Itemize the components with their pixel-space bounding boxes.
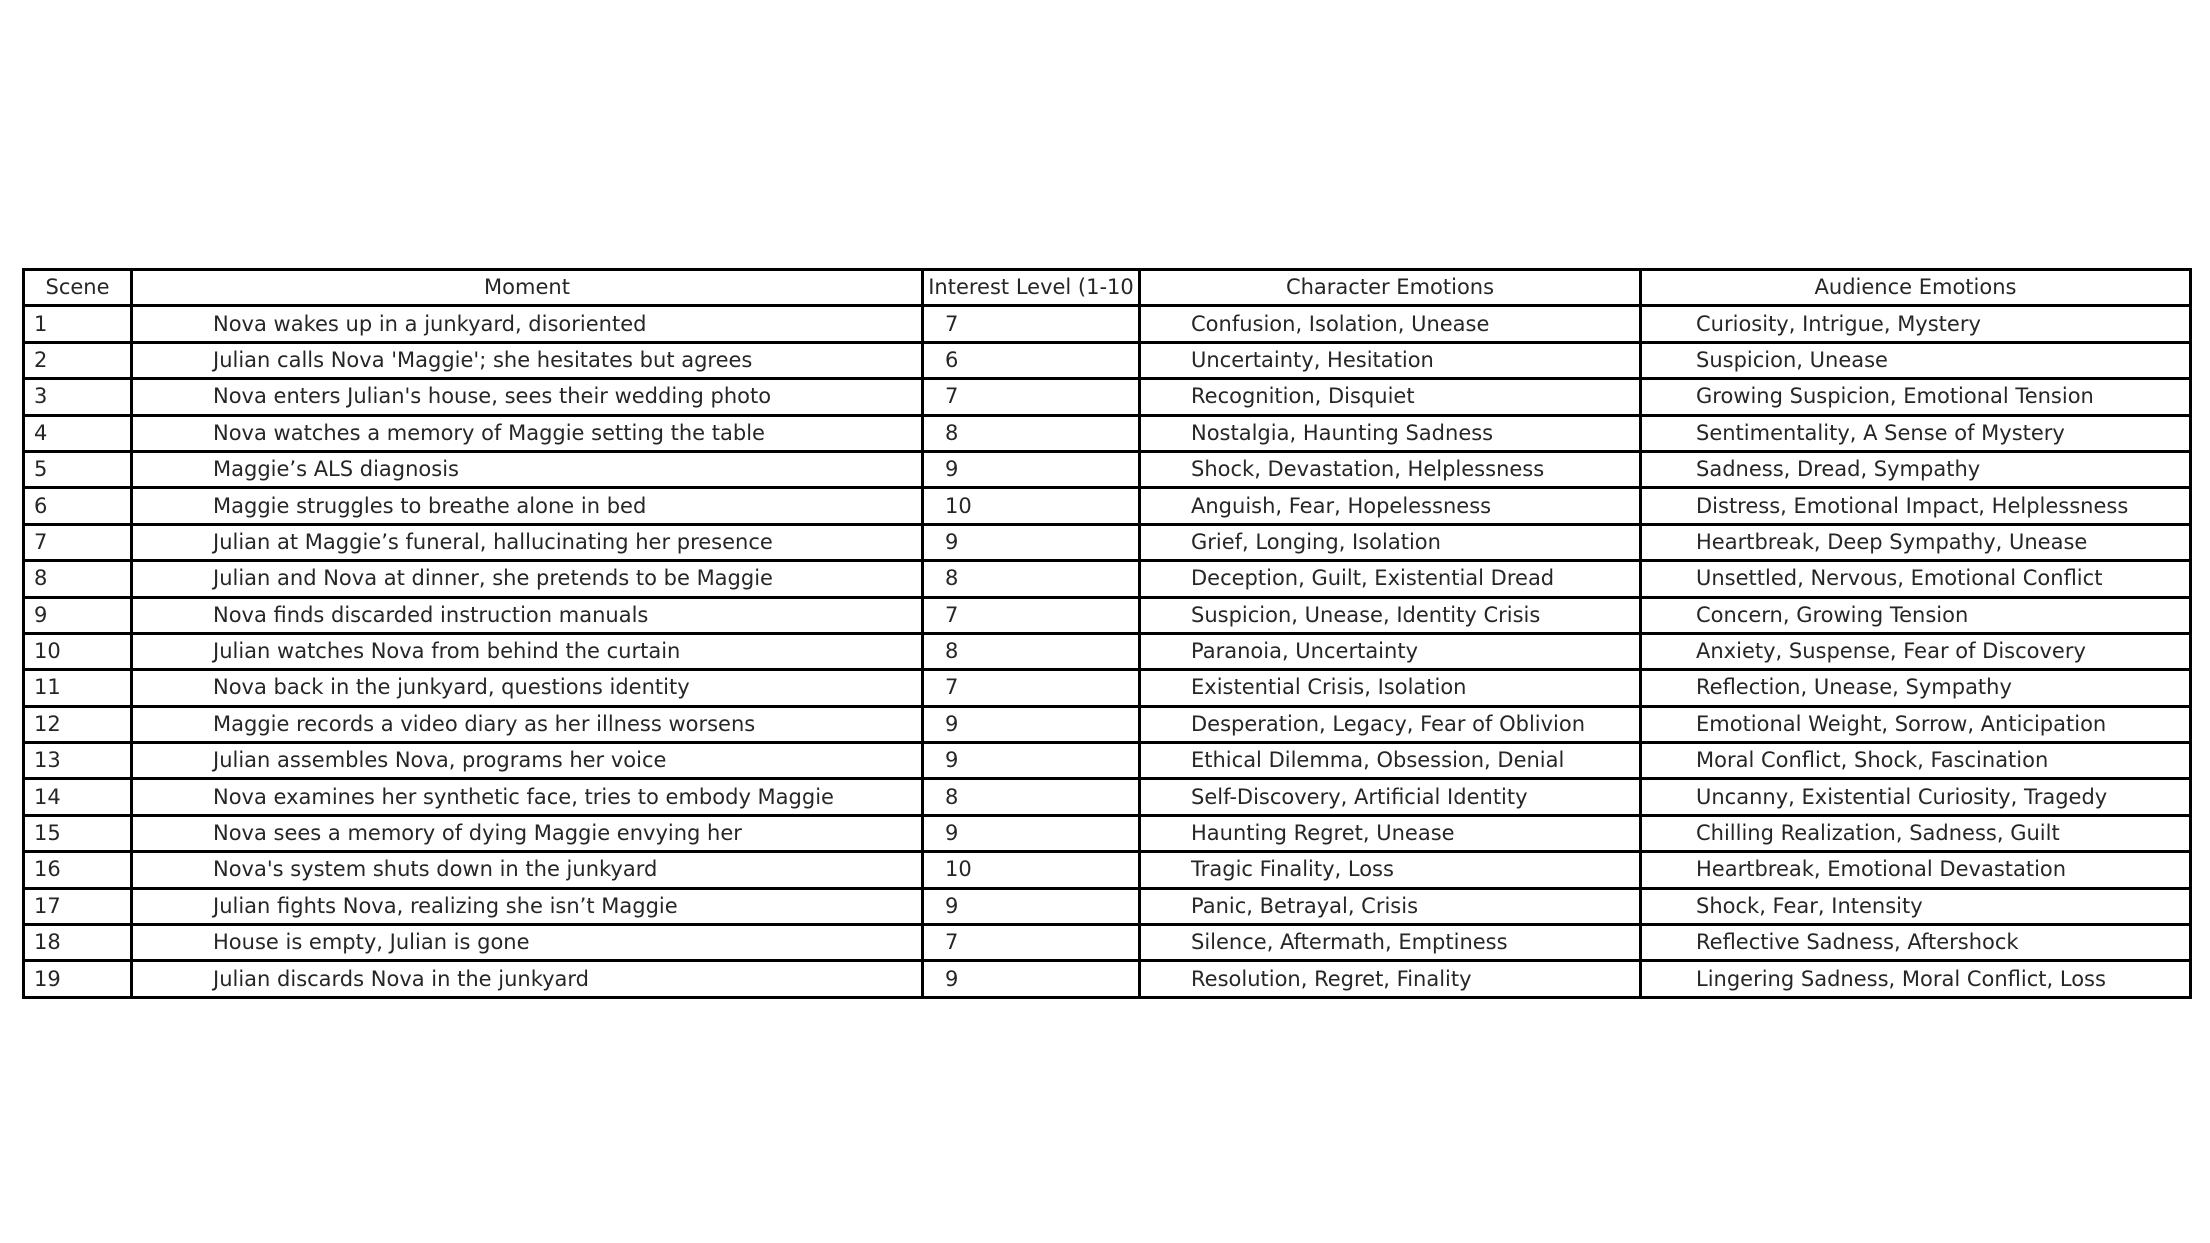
cell-scene: 16 bbox=[24, 852, 132, 888]
cell-character-emotions: Anguish, Fear, Hopelessness bbox=[1140, 488, 1641, 524]
table-row bbox=[24, 415, 2191, 451]
cell-audience-emotions: Sentimentality, A Sense of Mystery bbox=[1641, 415, 2191, 451]
table-row bbox=[24, 706, 2191, 742]
table-row bbox=[24, 451, 2191, 487]
cell-audience-emotions: Emotional Weight, Sorrow, Anticipation bbox=[1641, 706, 2191, 742]
cell-scene: 4 bbox=[24, 415, 132, 451]
cell-scene: 5 bbox=[24, 451, 132, 487]
table-row bbox=[24, 633, 2191, 669]
cell-moment: Nova back in the junkyard, questions identity bbox=[132, 670, 923, 706]
table-row bbox=[24, 888, 2191, 924]
cell-character-emotions: Shock, Devastation, Helplessness bbox=[1140, 451, 1641, 487]
table-row bbox=[24, 306, 2191, 342]
cell-interest-level: 9 bbox=[923, 888, 1140, 924]
cell-moment: Nova sees a memory of dying Maggie envying her bbox=[132, 815, 923, 851]
cell-interest-level: 7 bbox=[923, 597, 1140, 633]
cell-audience-emotions: Moral Conflict, Shock, Fascination bbox=[1641, 743, 2191, 779]
table-row bbox=[24, 961, 2191, 997]
cell-scene: 13 bbox=[24, 743, 132, 779]
cell-interest-level: 9 bbox=[923, 451, 1140, 487]
table-header bbox=[24, 270, 2191, 306]
table-row bbox=[24, 779, 2191, 815]
cell-character-emotions: Ethical Dilemma, Obsession, Denial bbox=[1140, 743, 1641, 779]
cell-audience-emotions: Anxiety, Suspense, Fear of Discovery bbox=[1641, 633, 2191, 669]
cell-scene: 9 bbox=[24, 597, 132, 633]
cell-scene: 2 bbox=[24, 342, 132, 378]
cell-moment: Maggie’s ALS diagnosis bbox=[132, 451, 923, 487]
cell-interest-level: 8 bbox=[923, 415, 1140, 451]
cell-character-emotions: Haunting Regret, Unease bbox=[1140, 815, 1641, 851]
cell-character-emotions: Resolution, Regret, Finality bbox=[1140, 961, 1641, 997]
cell-moment: Julian at Maggie’s funeral, hallucinating her presence bbox=[132, 524, 923, 560]
cell-moment: Julian fights Nova, realizing she isn’t Maggie bbox=[132, 888, 923, 924]
cell-scene: 17 bbox=[24, 888, 132, 924]
cell-character-emotions: Desperation, Legacy, Fear of Oblivion bbox=[1140, 706, 1641, 742]
cell-interest-level: 8 bbox=[923, 561, 1140, 597]
cell-interest-level: 7 bbox=[923, 670, 1140, 706]
cell-audience-emotions: Heartbreak, Deep Sympathy, Unease bbox=[1641, 524, 2191, 560]
cell-character-emotions: Paranoia, Uncertainty bbox=[1140, 633, 1641, 669]
cell-character-emotions: Panic, Betrayal, Crisis bbox=[1140, 888, 1641, 924]
cell-scene: 1 bbox=[24, 306, 132, 342]
cell-scene: 12 bbox=[24, 706, 132, 742]
header-character-emotions: Character Emotions bbox=[1140, 270, 1641, 306]
cell-scene: 18 bbox=[24, 925, 132, 961]
cell-scene: 10 bbox=[24, 633, 132, 669]
cell-character-emotions: Self-Discovery, Artificial Identity bbox=[1140, 779, 1641, 815]
cell-character-emotions: Silence, Aftermath, Emptiness bbox=[1140, 925, 1641, 961]
cell-interest-level: 9 bbox=[923, 524, 1140, 560]
cell-moment: Nova examines her synthetic face, tries to embody Maggie bbox=[132, 779, 923, 815]
table-body bbox=[24, 306, 2191, 997]
header-audience-emotions: Audience Emotions bbox=[1641, 270, 2191, 306]
table-row bbox=[24, 743, 2191, 779]
table-row bbox=[24, 670, 2191, 706]
cell-character-emotions: Confusion, Isolation, Unease bbox=[1140, 306, 1641, 342]
table-row bbox=[24, 597, 2191, 633]
cell-audience-emotions: Suspicion, Unease bbox=[1641, 342, 2191, 378]
table-row bbox=[24, 852, 2191, 888]
cell-moment: Julian discards Nova in the junkyard bbox=[132, 961, 923, 997]
cell-audience-emotions: Sadness, Dread, Sympathy bbox=[1641, 451, 2191, 487]
cell-audience-emotions: Reflective Sadness, Aftershock bbox=[1641, 925, 2191, 961]
cell-interest-level: 8 bbox=[923, 779, 1140, 815]
table-row bbox=[24, 379, 2191, 415]
table-row bbox=[24, 488, 2191, 524]
cell-scene: 6 bbox=[24, 488, 132, 524]
cell-character-emotions: Tragic Finality, Loss bbox=[1140, 852, 1641, 888]
cell-interest-level: 10 bbox=[923, 852, 1140, 888]
cell-scene: 11 bbox=[24, 670, 132, 706]
cell-audience-emotions: Growing Suspicion, Emotional Tension bbox=[1641, 379, 2191, 415]
cell-scene: 7 bbox=[24, 524, 132, 560]
cell-audience-emotions: Reflection, Unease, Sympathy bbox=[1641, 670, 2191, 706]
cell-interest-level: 9 bbox=[923, 706, 1140, 742]
cell-interest-level: 7 bbox=[923, 925, 1140, 961]
cell-interest-level: 8 bbox=[923, 633, 1140, 669]
scene-table bbox=[22, 268, 2192, 999]
cell-moment: Nova watches a memory of Maggie setting the table bbox=[132, 415, 923, 451]
cell-character-emotions: Grief, Longing, Isolation bbox=[1140, 524, 1641, 560]
cell-moment: House is empty, Julian is gone bbox=[132, 925, 923, 961]
table-row bbox=[24, 561, 2191, 597]
cell-character-emotions: Recognition, Disquiet bbox=[1140, 379, 1641, 415]
cell-audience-emotions: Shock, Fear, Intensity bbox=[1641, 888, 2191, 924]
cell-scene: 3 bbox=[24, 379, 132, 415]
cell-audience-emotions: Heartbreak, Emotional Devastation bbox=[1641, 852, 2191, 888]
cell-character-emotions: Existential Crisis, Isolation bbox=[1140, 670, 1641, 706]
cell-interest-level: 10 bbox=[923, 488, 1140, 524]
table-row bbox=[24, 815, 2191, 851]
cell-moment: Maggie struggles to breathe alone in bed bbox=[132, 488, 923, 524]
cell-scene: 15 bbox=[24, 815, 132, 851]
cell-moment: Nova enters Julian's house, sees their wedding photo bbox=[132, 379, 923, 415]
table-row bbox=[24, 925, 2191, 961]
cell-interest-level: 9 bbox=[923, 961, 1140, 997]
cell-moment: Nova's system shuts down in the junkyard bbox=[132, 852, 923, 888]
cell-audience-emotions: Chilling Realization, Sadness, Guilt bbox=[1641, 815, 2191, 851]
table-row bbox=[24, 524, 2191, 560]
cell-moment: Julian assembles Nova, programs her voice bbox=[132, 743, 923, 779]
cell-scene: 8 bbox=[24, 561, 132, 597]
cell-moment: Nova finds discarded instruction manuals bbox=[132, 597, 923, 633]
cell-moment: Julian calls Nova 'Maggie'; she hesitates but agrees bbox=[132, 342, 923, 378]
cell-audience-emotions: Curiosity, Intrigue, Mystery bbox=[1641, 306, 2191, 342]
cell-audience-emotions: Uncanny, Existential Curiosity, Tragedy bbox=[1641, 779, 2191, 815]
cell-audience-emotions: Distress, Emotional Impact, Helplessness bbox=[1641, 488, 2191, 524]
cell-character-emotions: Suspicion, Unease, Identity Crisis bbox=[1140, 597, 1641, 633]
cell-moment: Julian and Nova at dinner, she pretends to be Maggie bbox=[132, 561, 923, 597]
cell-audience-emotions: Concern, Growing Tension bbox=[1641, 597, 2191, 633]
cell-interest-level: 7 bbox=[923, 306, 1140, 342]
cell-interest-level: 9 bbox=[923, 815, 1140, 851]
cell-interest-level: 9 bbox=[923, 743, 1140, 779]
cell-character-emotions: Deception, Guilt, Existential Dread bbox=[1140, 561, 1641, 597]
cell-moment: Nova wakes up in a junkyard, disoriented bbox=[132, 306, 923, 342]
cell-scene: 19 bbox=[24, 961, 132, 997]
header-interest-level: Interest Level (1-10 bbox=[923, 270, 1140, 306]
cell-moment: Maggie records a video diary as her illness worsens bbox=[132, 706, 923, 742]
cell-audience-emotions: Unsettled, Nervous, Emotional Conflict bbox=[1641, 561, 2191, 597]
cell-scene: 14 bbox=[24, 779, 132, 815]
table-row bbox=[24, 342, 2191, 378]
cell-character-emotions: Nostalgia, Haunting Sadness bbox=[1140, 415, 1641, 451]
header-moment: Moment bbox=[132, 270, 923, 306]
cell-audience-emotions: Lingering Sadness, Moral Conflict, Loss bbox=[1641, 961, 2191, 997]
scene-table-container bbox=[22, 268, 2189, 999]
header-row bbox=[24, 270, 2191, 306]
cell-moment: Julian watches Nova from behind the curtain bbox=[132, 633, 923, 669]
cell-interest-level: 6 bbox=[923, 342, 1140, 378]
cell-interest-level: 7 bbox=[923, 379, 1140, 415]
cell-character-emotions: Uncertainty, Hesitation bbox=[1140, 342, 1641, 378]
header-scene: Scene bbox=[24, 270, 132, 306]
